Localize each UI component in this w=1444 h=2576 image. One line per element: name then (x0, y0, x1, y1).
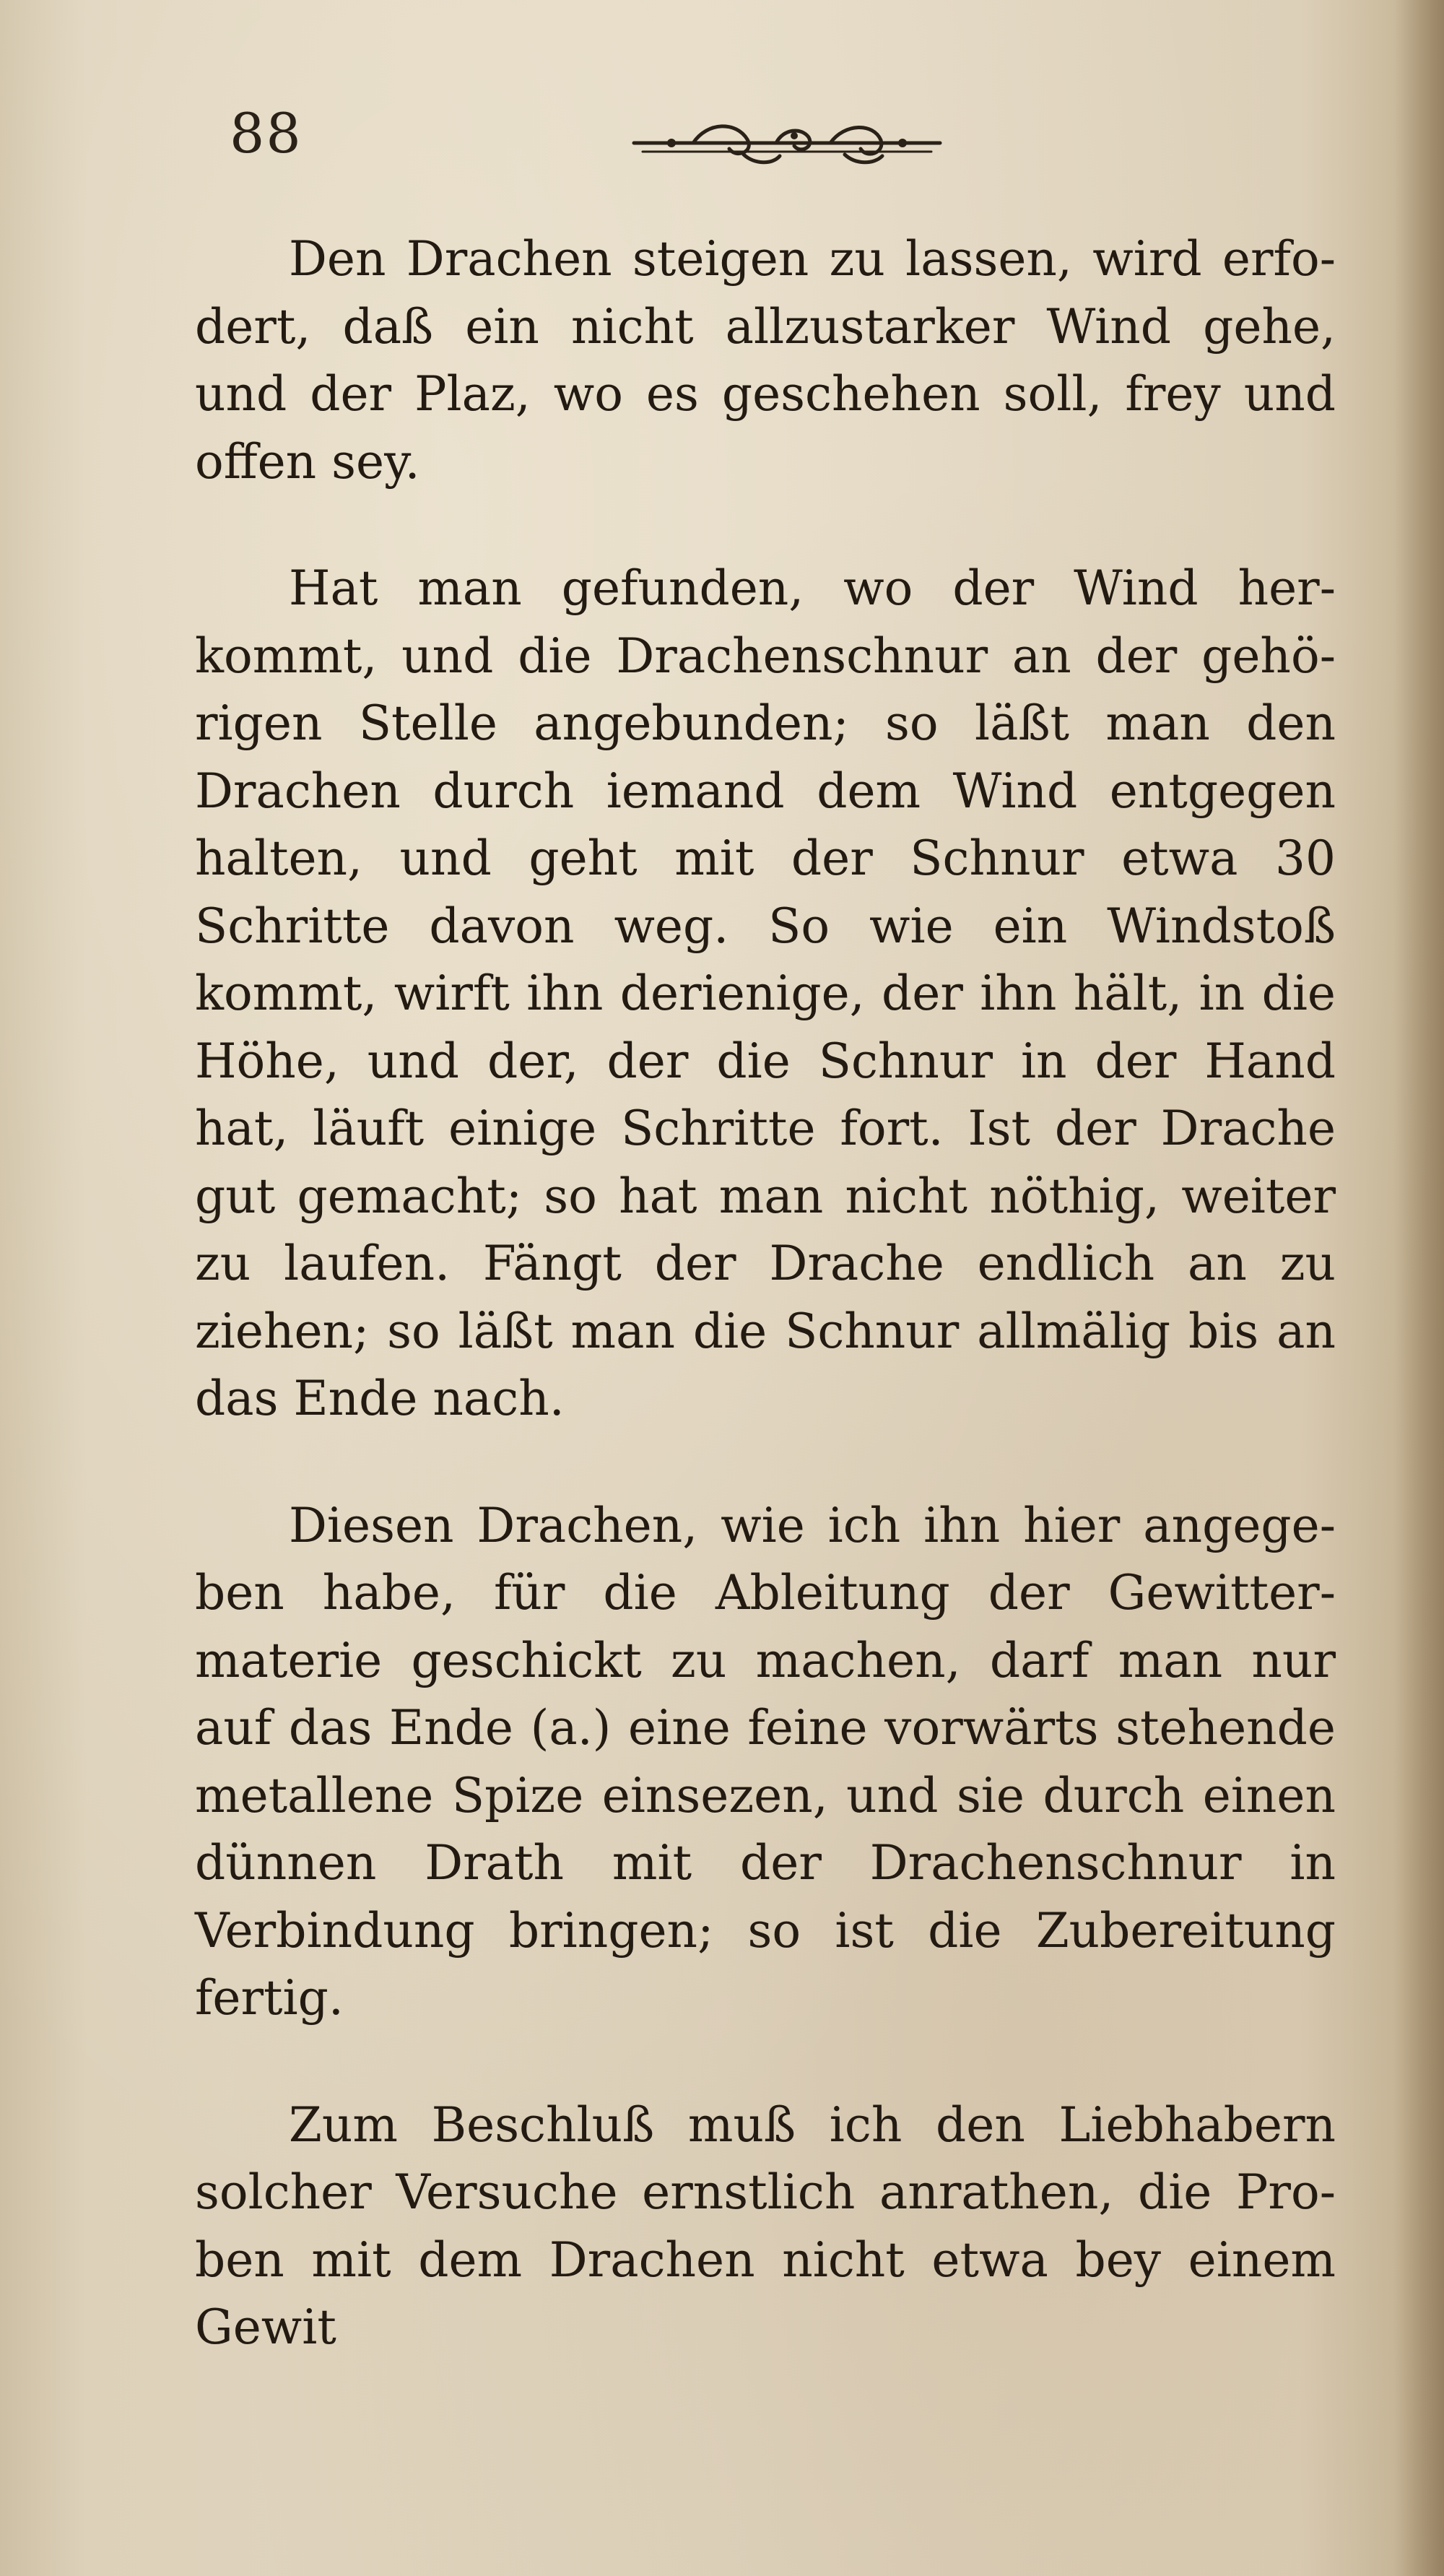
paragraph-1: Den Drachen steigen zu lassen, wird erfodert, daß ein nicht allzustarker Wind gehe, und der Plaz, wo es geschehen soll, frey und offen sey. (195, 231, 1336, 490)
paragraph-2: Hat man gefunden, wo der Wind herkommt, und die Drachenschnur an der gehörigen Stelle angebunden; so läßt man den Drachen durch iemand dem Wind entgegen halten, und geht mit der Schnur etwa 30 Schritte davon weg. So wie ein Windstoß kommt, wirft ihn derienige, der ihn hält, in die Höhe, und der, der die Schnur in der Hand hat, läuft einige Schritte fort. Ist der Drache gut gemacht; so hat man nicht nöthig, weiter zu laufen. Fängt der Drache endlich an zu ziehen; so läßt man die Schnur allmälig bis an das Ende nach. (195, 560, 1336, 1426)
page-number: 88 (230, 101, 303, 165)
floral-rule-ornament-icon (628, 114, 946, 172)
paragraph-4: Zum Beschluß muß ich den Liebhabern solcher Versuche ernstlich anrathen, die Proben mit dem Drachen nicht etwa bey einem Gewit (195, 2096, 1336, 2355)
body-text (195, 225, 1336, 2362)
gutter-shadow (1393, 0, 1444, 2576)
paragraph-3: Diesen Drachen, wie ich ihn hier angegeben habe, für die Ableitung der Gewittermaterie geschickt zu machen, darf man nur auf das Ende (a.) eine feine vorwärts stehende metallene Spize einsezen, und sie durch einen dünnen Drath mit der Drachenschnur in Verbindung bringen; so ist die Zubereitung fertig. (195, 1497, 1336, 2026)
